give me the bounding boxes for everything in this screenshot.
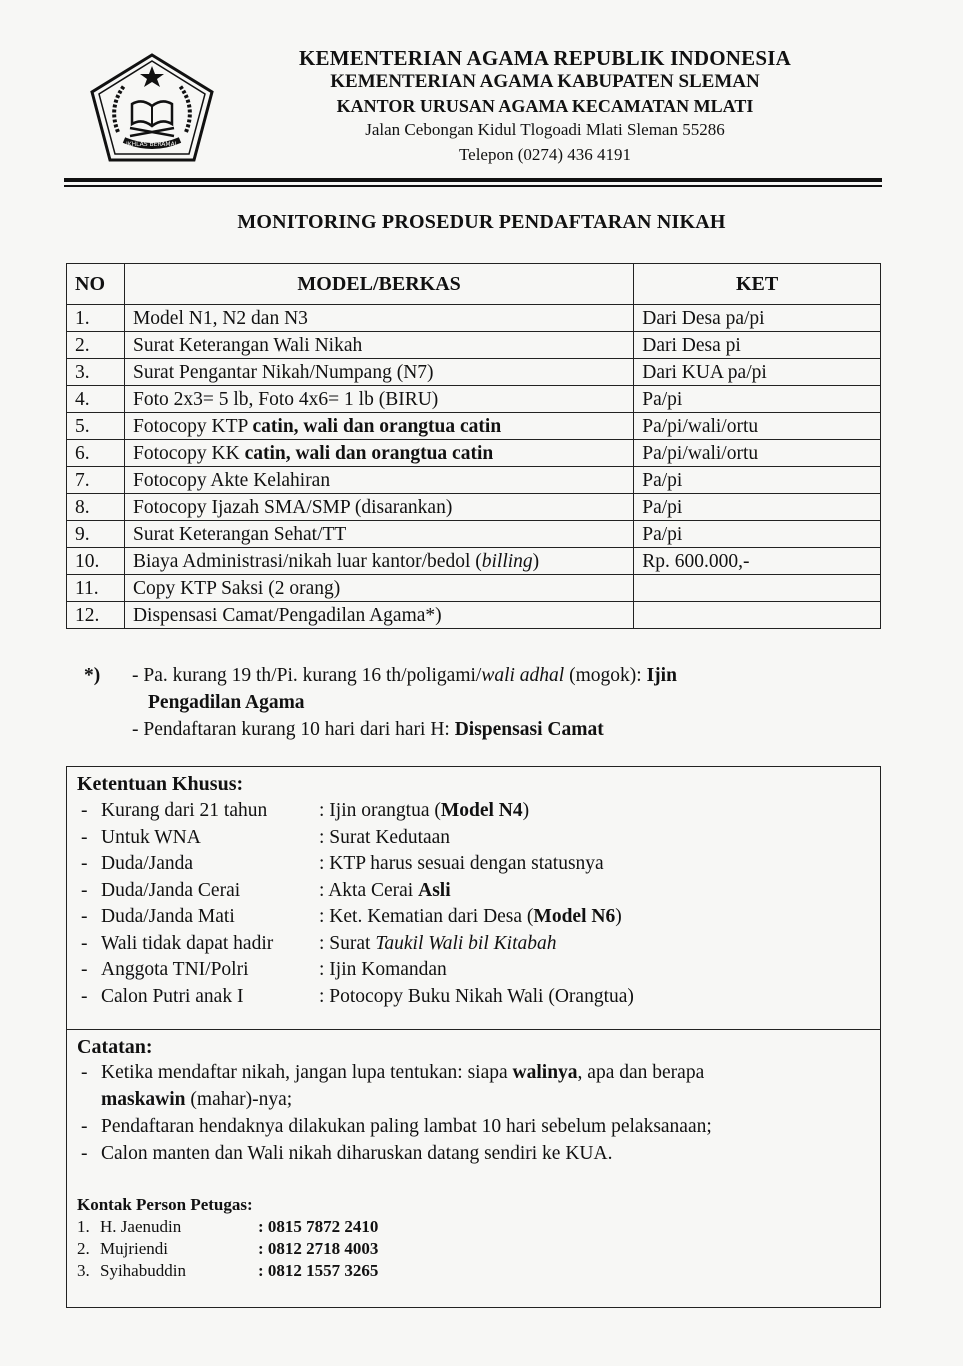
document-title: MONITORING PROSEDUR PENDAFTARAN NIKAH bbox=[237, 211, 726, 233]
list-item: - Duda/Janda Cerai : Akta Cerai Asli bbox=[81, 879, 451, 901]
cell-ket: Pa/pi/wali/ortu bbox=[634, 440, 881, 467]
cell-ket bbox=[634, 575, 881, 602]
cell-ket bbox=[634, 602, 881, 629]
list-item: - Duda/Janda : KTP harus sesuai dengan statusnya bbox=[81, 853, 604, 874]
contact-row: 3. Syihabuddin : 0812 1557 3265 bbox=[77, 1261, 379, 1280]
cell-ket: Dari Desa pi bbox=[634, 332, 881, 359]
cell-ket: Dari KUA pa/pi bbox=[634, 359, 881, 386]
table-row bbox=[67, 359, 881, 386]
cell-no: 12. bbox=[67, 602, 125, 629]
cell-no: 3. bbox=[67, 359, 125, 386]
cell-model: Foto 2x3= 5 lb, Foto 4x6= 1 lb (BIRU) bbox=[124, 386, 633, 413]
list-item: - Untuk WNA : Surat Kedutaan bbox=[81, 826, 451, 848]
footnote-item-1: - Pa. kurang 19 th/Pi. kurang 16 th/poligami/wali adhal (mogok): Ijin bbox=[132, 665, 677, 686]
cell-ket: Pa/pi/wali/ortu bbox=[634, 413, 881, 440]
logo-motto: IKHLAS BERAMAL bbox=[125, 141, 179, 148]
cell-no: 4. bbox=[67, 386, 125, 413]
cell-model: Biaya Administrasi/nikah luar kantor/bedol (billing) bbox=[124, 548, 633, 575]
list-item: - Wali tidak dapat hadir : Surat Taukil Wali bil Kitabah bbox=[81, 932, 557, 954]
cell-no: 2. bbox=[67, 332, 125, 359]
cell-model: Surat Keterangan Sehat/TT bbox=[124, 521, 633, 548]
cell-no: 10. bbox=[67, 548, 125, 575]
cell-ket: Pa/pi bbox=[634, 494, 881, 521]
table-row bbox=[67, 440, 881, 467]
letterhead bbox=[230, 46, 860, 168]
cell-no: 5. bbox=[67, 413, 125, 440]
table-row bbox=[67, 521, 881, 548]
cell-no: 11. bbox=[67, 575, 125, 602]
cell-no: 9. bbox=[67, 521, 125, 548]
cell-no: 8. bbox=[67, 494, 125, 521]
cell-no: 6. bbox=[67, 440, 125, 467]
list-item: - Ketika mendaftar nikah, jangan lupa tentukan: siapa walinya, apa dan berapa maskawin (mahar)-nya; bbox=[81, 1062, 705, 1110]
table-row bbox=[67, 494, 881, 521]
letterhead-line-1: KEMENTERIAN AGAMA REPUBLIK INDONESIA bbox=[298, 46, 791, 70]
notes-box bbox=[66, 1030, 881, 1308]
contact-title: Kontak Person Petugas: bbox=[77, 1195, 253, 1214]
cell-model: Model N1, N2 dan N3 bbox=[124, 305, 633, 332]
contact-row: 1. H. Jaenudin : 0815 7872 2410 bbox=[77, 1217, 379, 1236]
cell-no: 7. bbox=[67, 467, 125, 494]
cell-ket: Pa/pi bbox=[634, 467, 881, 494]
special-provisions-title: Ketentuan Khusus: bbox=[77, 773, 244, 795]
cell-ket: Dari Desa pa/pi bbox=[634, 305, 881, 332]
cell-model: Fotocopy KK catin, wali dan orangtua catin bbox=[124, 440, 633, 467]
column-header-no: NO bbox=[67, 264, 125, 305]
cell-ket: Pa/pi bbox=[634, 386, 881, 413]
table-row bbox=[67, 548, 881, 575]
header-rule-thin bbox=[64, 185, 882, 187]
list-item: - Duda/Janda Mati : Ket. Kematian dari Desa (Model N6) bbox=[81, 906, 622, 927]
cell-model: Surat Pengantar Nikah/Numpang (N7) bbox=[124, 359, 633, 386]
cell-ket: Rp. 600.000,- bbox=[634, 548, 881, 575]
letterhead-line-2: KEMENTERIAN AGAMA KABUPATEN SLEMAN bbox=[330, 71, 760, 92]
cell-model: Fotocopy KTP catin, wali dan orangtua catin bbox=[124, 413, 633, 440]
cell-model: Fotocopy Akte Kelahiran bbox=[124, 467, 633, 494]
list-item: - Calon Putri anak I : Potocopy Buku Nikah Wali (Orangtua) bbox=[81, 985, 634, 1007]
list-item: - Calon manten dan Wali nikah diharuskan datang sendiri ke KUA. bbox=[81, 1143, 613, 1164]
cell-model: Dispensasi Camat/Pengadilan Agama*) bbox=[124, 602, 633, 629]
table-row bbox=[67, 575, 881, 602]
cell-model: Fotocopy Ijazah SMA/SMP (disarankan) bbox=[124, 494, 633, 521]
special-provisions-list bbox=[81, 798, 634, 1010]
table-row bbox=[67, 413, 881, 440]
cell-model: Surat Keterangan Wali Nikah bbox=[124, 332, 633, 359]
contact-list bbox=[77, 1216, 378, 1282]
letterhead-address: Jalan Cebongan Kidul Tlogoadi Mlati Sleman 55286 bbox=[365, 120, 725, 139]
table-header-row bbox=[67, 264, 881, 305]
notes-list bbox=[81, 1059, 861, 1167]
special-provisions-box bbox=[66, 766, 881, 1030]
table-row bbox=[67, 467, 881, 494]
cell-model: Copy KTP Saksi (2 orang) bbox=[124, 575, 633, 602]
letterhead-line-3: KANTOR URUSAN AGAMA KECAMATAN MLATI bbox=[336, 96, 754, 116]
table-row bbox=[67, 332, 881, 359]
footnote-item-1-cont: Pengadilan Agama bbox=[148, 692, 305, 713]
footnote-item-2: - Pendaftaran kurang 10 hari dari hari H: Dispensasi Camat bbox=[132, 719, 604, 740]
cell-ket: Pa/pi bbox=[634, 521, 881, 548]
contact-row: 2. Mujriendi : 0812 2718 4003 bbox=[77, 1239, 379, 1258]
letterhead-phone: Telepon (0274) 436 4191 bbox=[458, 145, 632, 164]
requirements-table bbox=[66, 263, 881, 629]
list-item: - Pendaftaran hendaknya dilakukan paling lambat 10 hari sebelum pelaksanaan; bbox=[81, 1116, 712, 1137]
cell-no: 1. bbox=[67, 305, 125, 332]
table-row bbox=[67, 305, 881, 332]
table-row bbox=[67, 386, 881, 413]
ministry-logo-icon bbox=[88, 52, 216, 164]
list-item: - Anggota TNI/Polri : Ijin Komandan bbox=[81, 959, 447, 980]
column-header-ket: KET bbox=[634, 264, 881, 305]
footnote-marker: *) bbox=[84, 665, 101, 686]
notes-title: Catatan: bbox=[77, 1036, 153, 1058]
header-rule-thick bbox=[64, 178, 882, 182]
list-item: - Kurang dari 21 tahun : Ijin orangtua (Model N4) bbox=[81, 800, 530, 821]
column-header-model: MODEL/BERKAS bbox=[124, 264, 633, 305]
table-row bbox=[67, 602, 881, 629]
